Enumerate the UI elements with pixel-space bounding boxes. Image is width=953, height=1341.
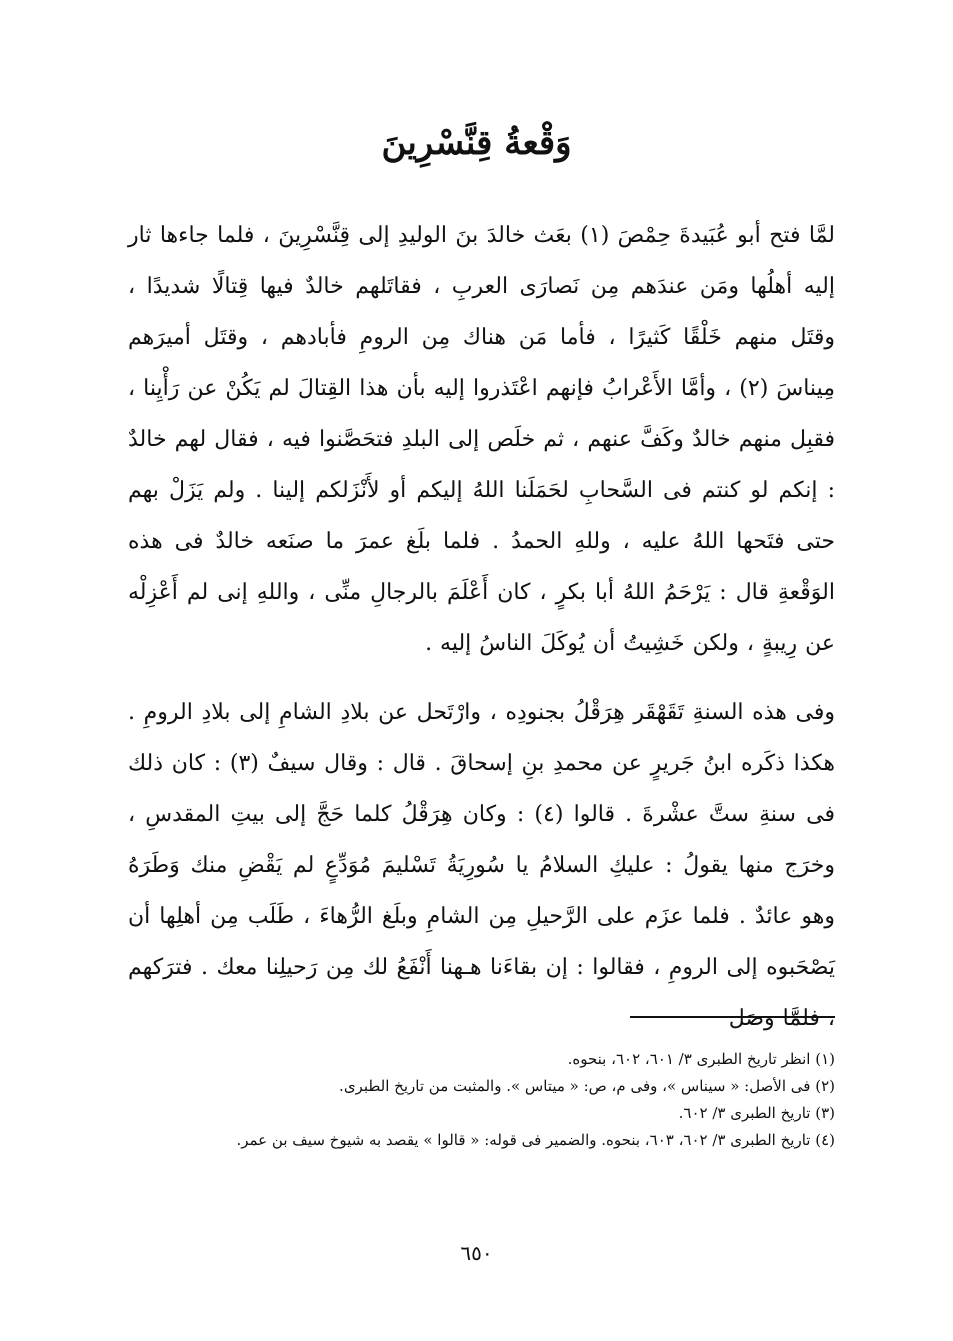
main-text (128, 210, 835, 1044)
paragraph-1: لمَّا فتح أبو عُبَيدةَ حِمْصَ (١) بعَث خالدَ بنَ الوليدِ إلى قِنَّسْرِينَ ، فلما جاءها ثار إليه أهلُها ومَن عندَهم مِن نَصارَى العربِ ، فقاتَلهم خالدٌ فيها قِتالًا شديدًا ، وقتَل منهم خَلْقًا كَثيرًا ، فأما مَن هناك مِن الرومِ فأبادهم ، وقتَل أميرَهم مِيناسَ (٢) ، وأمَّا الأَعْرابُ فإنهم اعْتَذروا إليه بأن هذا القِتالَ لم يَكُنْ عن رَأْيِنا ، فقبِل منهم خالدٌ وكَفَّ عنهم ، ثم خلَص إلى البلدِ فتحَصَّنوا فيه ، فقال لهم خالدٌ : إنكم لو كنتم فى السَّحابِ لحَمَلَنا اللهُ إليكم أو لأَنْزَلكم إلينا . ولم يَزَلْ بهم حتى فتَحها اللهُ عليه ، وللهِ الحمدُ . فلما بلَغ عمرَ ما صنَعه خالدٌ فى هذه الوَقْعةِ قال : يَرْحَمُ اللهُ أبا بكرٍ ، كان أَعْلَمَ بالرجالِ منِّى ، واللهِ إنى لم أَعْزِلْه عن رِيبةٍ ، ولكن خَشِيتُ أن يُوكَلَ الناسُ إليه . (128, 223, 835, 656)
footnote-3: (٣) تاريخ الطبرى ٣/ ٦٠٢. (678, 1104, 835, 1122)
chapter-title: وَقْعةُ قِنَّسْرِينَ (381, 123, 572, 163)
footnote-1: (١) انظر تاريخ الطبرى ٣/ ٦٠١، ٦٠٢، بنحوه. (567, 1050, 835, 1068)
footnote-separator (630, 1016, 835, 1018)
page-number: ٦٥٠ (460, 1241, 493, 1265)
footnotes (120, 1046, 835, 1154)
footnote-4: (٤) تاريخ الطبرى ٣/ ٦٠٢، ٦٠٣، بنحوه. والضمير فى قوله: « قالوا » يقصد به شيوخ سيف بن عمر. (236, 1131, 835, 1149)
paragraph-2: وفى هذه السنةِ تَقَهْقَر هِرَقْلُ بجنودِه ، وارْتَحل عن بلادِ الشامِ إلى بلادِ الرومِ . هكذا ذكَره ابنُ جَريرٍ عن محمدِ بنِ إسحاقَ . قال : وقال سيفٌ (٣) : كان ذلك فى سنةِ ستَّ عشْرةَ . قالوا (٤) : وكان هِرَقْلُ كلما حَجَّ إلى بيتِ المقدسِ ، وخرَج منها يقولُ : عليكِ السلامُ يا سُورِيَةُ تَسْليمَ مُوَدِّعٍ لم يَقْضِ منك وَطَرَهُ وهو عائدٌ . فلما عزَم على الرَّحيلِ مِن الشامِ وبلَغ الرُّهاءَ ، طَلَب مِن أهلِها أن يَصْحَبوه إلى الرومِ ، فقالوا : إن بقاءَنا هـهنا أَنْفَعُ لك مِن رَحيلِنا معك . فترَكهم ، فلمَّا وصَل (128, 700, 835, 1031)
footnote-2: (٢) فى الأصل: « سيناس »، وفى م، ص: « ميتاس ». والمثبت من تاريخ الطبرى. (339, 1077, 835, 1095)
